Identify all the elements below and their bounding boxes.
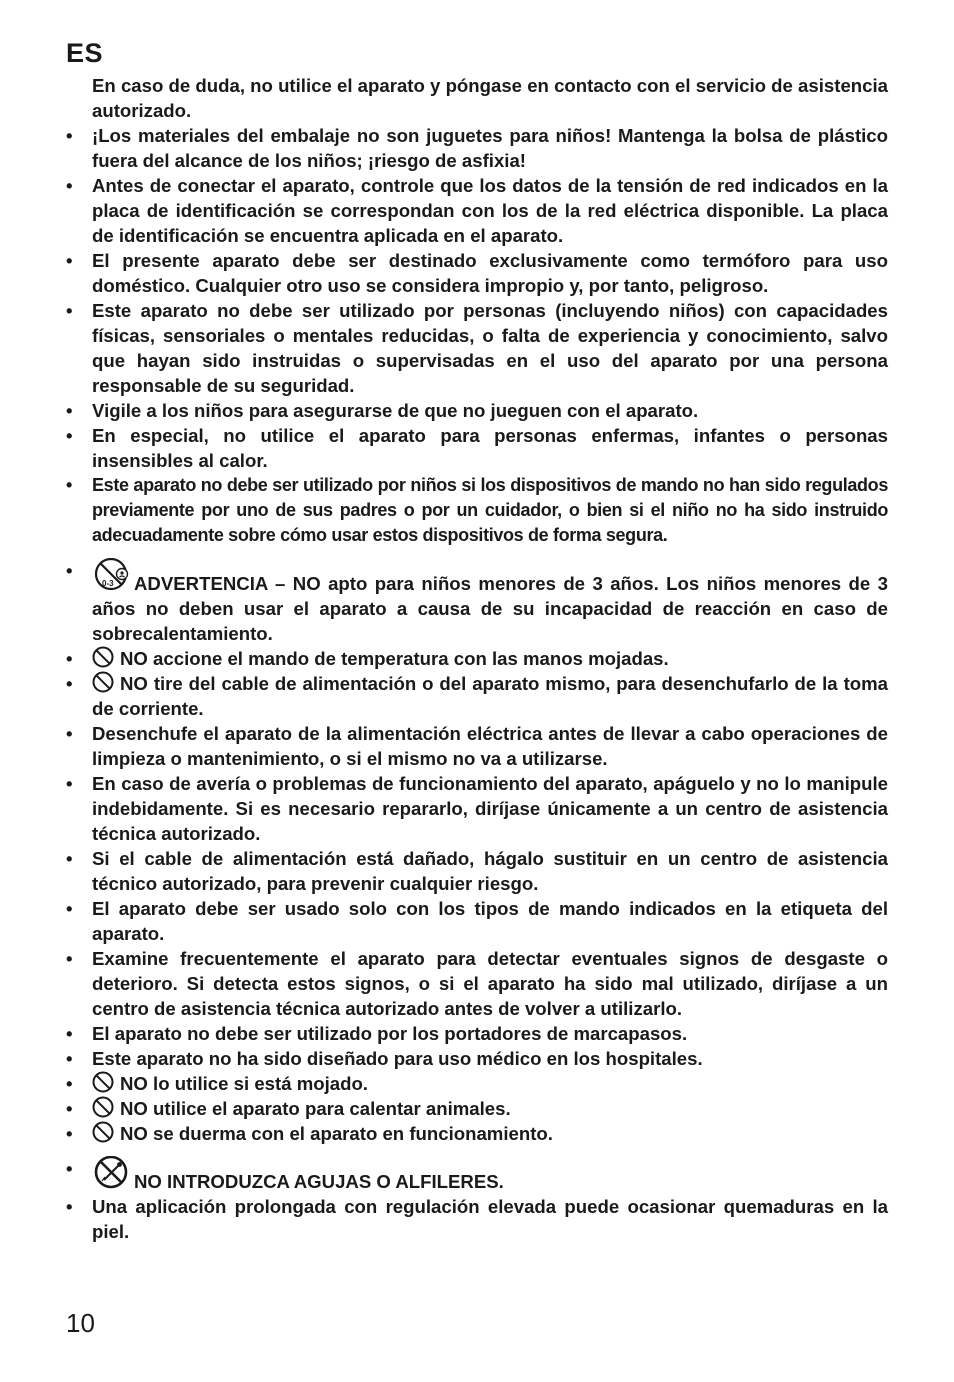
list-item-text: Una aplicación prolongada con regulación elevada puede ocasionar quemaduras en la piel. [92, 1196, 888, 1242]
bullet: • [66, 300, 73, 321]
list-item-text: En especial, no utilice el aparato para personas enfermas, infantes o personas insensibles al calor. [92, 425, 888, 471]
bullet: • [66, 1073, 73, 1094]
list-item [66, 1046, 888, 1071]
list-item-text: NO lo utilice si está mojado. [120, 1073, 368, 1094]
list-item-text: Examine frecuentemente el aparato para detectar eventuales signos de desgaste o deterioro. Si detecta estos signos, o si el aparato ha sido mal utilizado, diríjase a un centro de asistencia técnica autorizado antes de volver a utilizarlo. [92, 948, 888, 1019]
list-item [66, 1021, 888, 1046]
bullet: • [66, 250, 73, 271]
age-range-label: 0-3 [102, 579, 114, 588]
list-item-text: El presente aparato debe ser destinado exclusivamente como termóforo para uso doméstico. Cualquier otro uso se considera impropio y, por tanto, peligroso. [92, 250, 888, 296]
bullet: • [66, 898, 73, 919]
bullet: • [66, 673, 73, 694]
bullet: • [66, 948, 73, 969]
list-item [66, 946, 888, 1021]
bullet: • [66, 848, 73, 869]
bullet: • [66, 400, 73, 421]
list-item-text: Desenchufe el aparato de la alimentación eléctrica antes de llevar a cabo operaciones de limpieza o mantenimiento, o si el mismo no va a utilizarse. [92, 723, 888, 769]
prohibition-icon [92, 1096, 114, 1118]
bullet: • [66, 773, 73, 794]
bullet: • [66, 175, 73, 196]
list-item [66, 173, 888, 248]
list-item-text: Este aparato no ha sido diseñado para uso médico en los hospitales. [92, 1048, 703, 1069]
bullet: • [66, 1098, 73, 1119]
list-item [66, 1071, 888, 1096]
bullet: • [66, 723, 73, 744]
list-item-text: NO tire del cable de alimentación o del aparato mismo, para desenchufarlo de la toma de corriente. [92, 673, 888, 719]
list-item-text: NO utilice el aparato para calentar animales. [120, 1098, 511, 1119]
list-item [66, 1096, 888, 1121]
list-item [66, 123, 888, 173]
list-item-text: Este aparato no debe ser utilizado por niños si los dispositivos de mando no han sido regulados previamente por uno de sus padres o por un cuidador, o bien si el niño no ha sido instruido adecuadamente sobre cómo usar estos dispositivos de forma segura. [92, 475, 888, 545]
list-item [66, 423, 888, 473]
list-item-text: ADVERTENCIA – NO apto para niños menores de 3 años. Los niños menores de 3 años no deben usar el aparato a causa de su incapacidad de reacción en caso de sobrecalentamiento. [92, 573, 888, 644]
language-code: ES [66, 38, 104, 68]
list-item [66, 298, 888, 398]
list-item [66, 896, 888, 946]
list-item [66, 846, 888, 896]
list-item-text: Antes de conectar el aparato, controle que los datos de la tensión de red indicados en la placa de identificación se correspondan con los de la red eléctrica disponible. La placa de identificación se encuentra aplicada en el aparato. [92, 175, 888, 246]
bullet: • [66, 1123, 73, 1144]
list-item [66, 721, 888, 771]
intro-paragraph: En caso de duda, no utilice el aparato y póngase en contacto con el servicio de asistencia autorizado. [92, 75, 888, 121]
list-item [66, 558, 888, 646]
bullet: • [66, 475, 72, 495]
bullet: • [66, 125, 73, 146]
page-number: 10 [66, 1308, 95, 1338]
list-item [66, 646, 888, 671]
list-item [66, 473, 888, 548]
age-warning-icon [92, 558, 132, 592]
list-item-text: NO INTRODUZCA AGUJAS O ALFILERES. [134, 1171, 504, 1192]
list-item-text: Este aparato no debe ser utilizado por personas (incluyendo niños) con capacidades físicas, sensoriales o mentales reducidas, o falta de experiencia y conocimiento, salvo que hayan sido instruidas o supervisadas en el uso del aparato por una persona responsable de su seguridad. [92, 300, 888, 396]
list-item [66, 398, 888, 423]
prohibition-icon [92, 1071, 114, 1093]
prohibition-icon [92, 671, 114, 693]
bullet: • [66, 1196, 73, 1217]
safety-instructions [66, 73, 888, 1244]
list-item-text: Vigile a los niños para asegurarse de que no jueguen con el aparato. [92, 400, 699, 421]
prohibition-icon [92, 1121, 114, 1143]
list-item-text: En caso de avería o problemas de funcionamiento del aparato, apáguelo y no lo manipule indebidamente. Si es necesario repararlo, diríjase únicamente a un centro de asistencia técnica autorizado. [92, 773, 888, 844]
list-item [66, 671, 888, 721]
list-item-text: El aparato debe ser usado solo con los tipos de mando indicados en la etiqueta del aparato. [92, 898, 888, 944]
list-item-text: ¡Los materiales del embalaje no son juguetes para niños! Mantenga la bolsa de plástico fuera del alcance de los niños; ¡riesgo de asfixia! [92, 125, 888, 171]
bullet: • [66, 560, 73, 581]
bullet: • [66, 1048, 73, 1069]
prohibition-icon [92, 646, 114, 668]
list-item-text: NO se duerma con el aparato en funcionamiento. [120, 1123, 553, 1144]
list-item [66, 1156, 888, 1194]
list-item [66, 248, 888, 298]
bullet: • [66, 648, 73, 669]
list-item [66, 771, 888, 846]
list-item-text: NO accione el mando de temperatura con las manos mojadas. [120, 648, 669, 669]
list-item [66, 1121, 888, 1146]
bullet: • [66, 425, 73, 446]
no-pins-icon [92, 1156, 132, 1190]
list-item-text: El aparato no debe ser utilizado por los portadores de marcapasos. [92, 1023, 688, 1044]
bullet: • [66, 1023, 73, 1044]
bullet: • [66, 1158, 73, 1179]
list-item-text: Si el cable de alimentación está dañado, hágalo sustituir en un centro de asistencia técnico autorizado, para prevenir cualquier riesgo. [92, 848, 888, 894]
list-item [66, 1194, 888, 1244]
